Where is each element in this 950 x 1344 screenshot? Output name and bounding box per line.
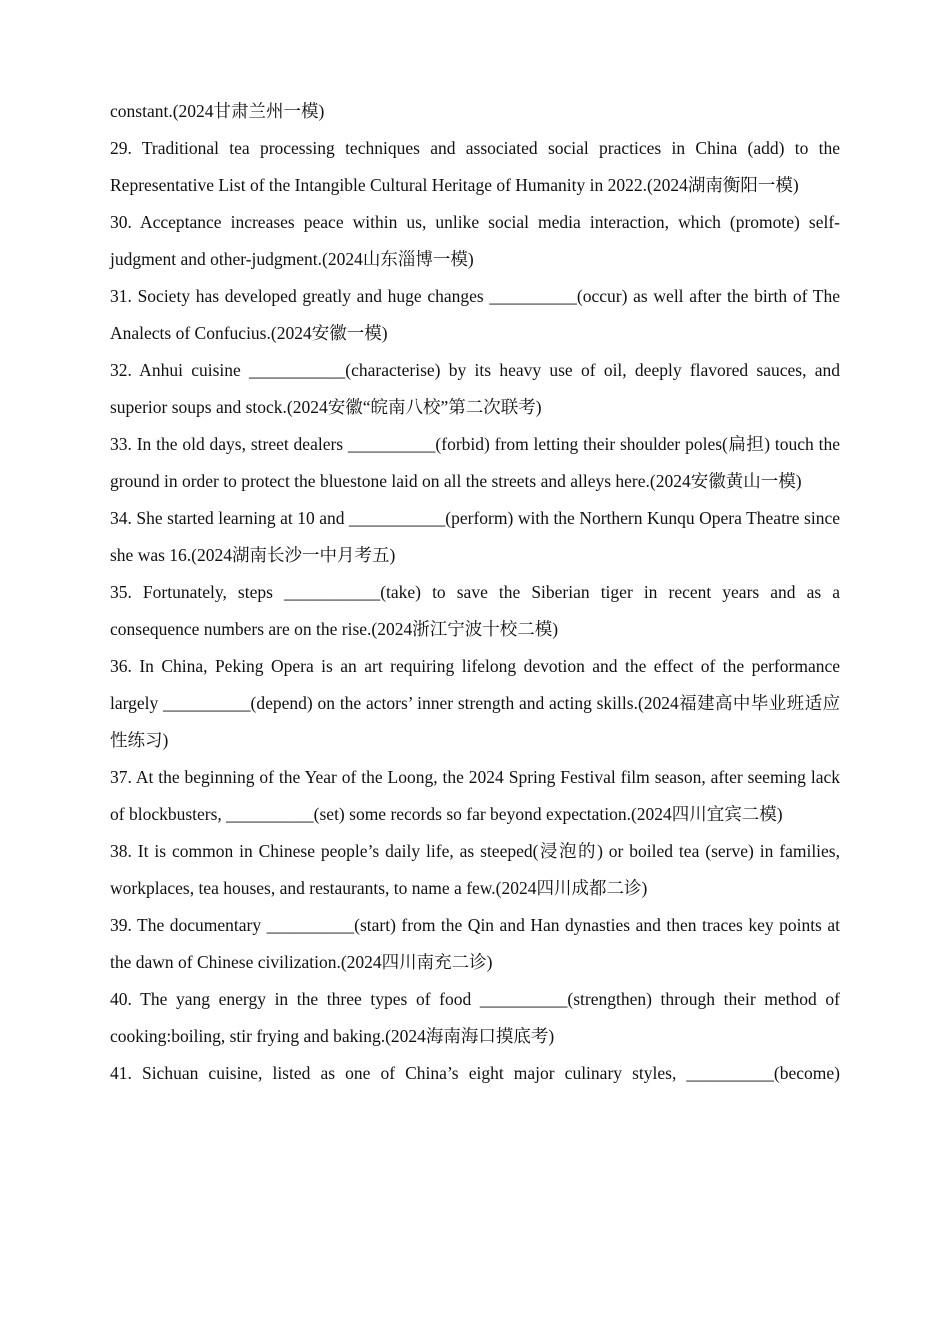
intro-line: constant.(2024甘肃兰州一模): [110, 101, 325, 121]
question-37: 37. At the beginning of the Year of the Loong, the 2024 Spring Festival film season, after seeming lack of blockbusters, __________(set) some records so far beyond expectation.(2024四川宜宾二模): [110, 767, 840, 824]
question-41: 41. Sichuan cuisine, listed as one of China’s eight major culinary styles, __________(become): [110, 1063, 840, 1083]
question-36: 36. In China, Peking Opera is an art requiring lifelong devotion and the effect of the performance largely __________(depend) on the actors’ inner strength and acting skills.(2024福建高中毕业班适应性练习): [110, 656, 840, 750]
question-34: 34. She started learning at 10 and ___________(perform) with the Northern Kunqu Opera Theatre since she was 16.(2024湖南长沙一中月考五): [110, 508, 840, 565]
question-33: 33. In the old days, street dealers __________(forbid) from letting their shoulder poles(扁担) touch the ground in order to protect the bluestone laid on all the streets and alleys here.(2024安徽黄山一模): [110, 434, 840, 491]
question-38: 38. It is common in Chinese people’s daily life, as steeped(浸泡的) or boiled tea (serve) in families, workplaces, tea houses, and restaurants, to name a few.(2024四川成都二诊): [110, 841, 840, 898]
question-29: 29. Traditional tea processing techniques and associated social practices in China (add) to the Representative List of the Intangible Cultural Heritage of Humanity in 2022.(2024湖南衡阳一模): [110, 138, 840, 195]
question-30: 30. Acceptance increases peace within us, unlike social media interaction, which (promote) self-judgment and other-judgment.(2024山东淄博一模): [110, 212, 840, 269]
question-40: 40. The yang energy in the three types of food __________(strengthen) through their method of cooking:boiling, stir frying and baking.(2024海南海口摸底考): [110, 989, 840, 1046]
question-39: 39. The documentary __________(start) from the Qin and Han dynasties and then traces key points at the dawn of Chinese civilization.(2024四川南充二诊): [110, 915, 840, 972]
question-31: 31. Society has developed greatly and huge changes __________(occur) as well after the birth of The Analects of Confucius.(2024安徽一模): [110, 286, 840, 343]
question-35: 35. Fortunately, steps ___________(take) to save the Siberian tiger in recent years and as a consequence numbers are on the rise.(2024浙江宁波十校二模): [110, 582, 840, 639]
document-page: [110, 93, 840, 1092]
question-32: 32. Anhui cuisine ___________(characterise) by its heavy use of oil, deeply flavored sauces, and superior soups and stock.(2024安徽“皖南八校”第二次联考): [110, 360, 840, 417]
